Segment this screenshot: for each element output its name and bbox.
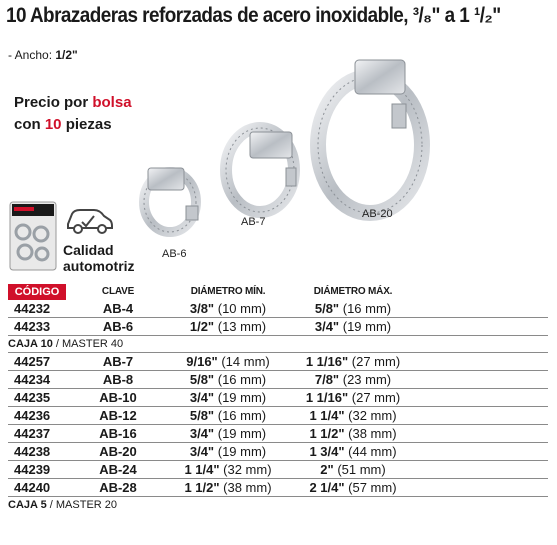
header-max: DIÁMETRO MÁX. <box>313 286 393 297</box>
label-ab6: AB-6 <box>162 248 187 260</box>
table-row <box>8 371 548 389</box>
cell-code: 44240 <box>14 480 51 495</box>
min-mm: (13 mm) <box>217 319 267 334</box>
width-spec <box>8 48 78 62</box>
max-inch: 1 1/4" <box>309 408 345 423</box>
min-inch: 1 1/2" <box>184 480 220 495</box>
cell-code: 44235 <box>14 390 51 405</box>
max-mm: (16 mm) <box>342 301 392 316</box>
cell-max <box>293 425 413 442</box>
width-label: - Ancho: <box>8 48 56 62</box>
table-row <box>8 389 548 407</box>
caja-rest: / MASTER 40 <box>52 338 124 350</box>
cell-key: AB-20 <box>99 444 137 459</box>
max-mm: (57 mm) <box>348 480 397 495</box>
max-mm: (23 mm) <box>342 372 392 387</box>
package-icon <box>8 200 58 272</box>
cell-code: 44233 <box>14 319 51 334</box>
min-mm: (16 mm) <box>217 408 267 423</box>
max-inch: 1 1/2" <box>309 426 345 441</box>
quality-line1: Calidad <box>63 242 114 258</box>
min-mm: (32 mm) <box>223 462 272 477</box>
min-inch: 9/16" <box>186 354 218 369</box>
cell-min <box>173 407 283 424</box>
cell-max <box>293 318 413 335</box>
caja-rest: / MASTER 20 <box>46 499 118 511</box>
cell-key: AB-10 <box>99 390 137 405</box>
label-ab20: AB-20 <box>362 208 393 220</box>
cell-max <box>293 389 413 406</box>
max-inch: 2 1/4" <box>309 480 345 495</box>
header-key: CLAVE <box>101 286 135 297</box>
clamp-ab6-image <box>144 168 198 232</box>
cell-min <box>173 371 283 388</box>
cell-min <box>173 479 283 496</box>
cell-key: AB-4 <box>102 301 134 316</box>
cell-min <box>173 353 283 370</box>
cell-max <box>293 461 413 478</box>
min-mm: (38 mm) <box>223 480 272 495</box>
min-mm: (19 mm) <box>217 444 267 459</box>
cell-min <box>173 318 283 335</box>
min-inch: 1/2" <box>189 319 215 334</box>
label-ab7: AB-7 <box>241 216 266 228</box>
max-inch: 1 1/16" <box>305 390 349 405</box>
promo-text: Precio por <box>14 94 93 111</box>
cell-max <box>293 479 413 496</box>
cell-max <box>293 300 413 317</box>
clamp-ab20-image <box>318 60 422 213</box>
product-table <box>8 284 548 513</box>
min-inch: 3/4" <box>189 426 215 441</box>
packaging-note-1 <box>8 336 548 353</box>
cell-min <box>173 389 283 406</box>
cell-key: AB-6 <box>102 319 134 334</box>
cell-key: AB-7 <box>102 354 134 369</box>
table-row <box>8 300 548 318</box>
cell-max <box>293 353 413 370</box>
max-inch: 3/4" <box>314 319 340 334</box>
table-row <box>8 479 548 497</box>
cell-max <box>293 407 413 424</box>
quality-line2: automotriz <box>63 258 135 274</box>
max-mm: (19 mm) <box>342 319 392 334</box>
max-mm: (27 mm) <box>351 390 401 405</box>
product-title: 10 Abrazaderas reforzadas de acero inoxidable, ³/₈" a 1 ¹/₂" <box>6 4 501 27</box>
max-mm: (51 mm) <box>337 462 386 477</box>
cell-max <box>293 371 413 388</box>
cell-code: 44237 <box>14 426 51 441</box>
cell-code: 44232 <box>14 301 51 316</box>
promo-highlight-count: 10 <box>44 116 62 133</box>
caja-bold: CAJA 5 <box>8 499 47 511</box>
cell-key: AB-24 <box>99 462 137 477</box>
min-mm: (14 mm) <box>221 354 270 369</box>
cell-code: 44238 <box>14 444 51 459</box>
min-mm: (19 mm) <box>217 426 267 441</box>
cell-key: AB-16 <box>99 426 137 441</box>
max-mm: (44 mm) <box>348 444 397 459</box>
cell-code: 44236 <box>14 408 51 423</box>
header-min: DIÁMETRO MÍN. <box>190 286 266 297</box>
clamps-illustration <box>120 40 550 280</box>
table-row <box>8 318 548 336</box>
header-code: CÓDIGO <box>8 284 66 300</box>
cell-min <box>173 300 283 317</box>
width-value: 1/2" <box>55 48 78 62</box>
min-mm: (16 mm) <box>217 372 267 387</box>
table-row <box>8 461 548 479</box>
max-inch: 7/8" <box>314 372 340 387</box>
min-inch: 3/4" <box>189 444 215 459</box>
min-inch: 5/8" <box>189 372 215 387</box>
min-mm: (10 mm) <box>217 301 267 316</box>
table-row <box>8 425 548 443</box>
clamp-ab7-image <box>226 128 296 212</box>
cell-key: AB-12 <box>99 408 137 423</box>
max-mm: (38 mm) <box>348 426 397 441</box>
max-mm: (27 mm) <box>351 354 401 369</box>
cell-key: AB-28 <box>99 480 137 495</box>
cell-key: AB-8 <box>102 372 134 387</box>
car-icon <box>64 200 114 236</box>
max-inch: 1 1/16" <box>305 354 349 369</box>
promo-text: con <box>14 116 45 133</box>
cell-min <box>173 425 283 442</box>
table-group-2 <box>8 353 548 497</box>
min-inch: 3/8" <box>189 301 215 316</box>
max-mm: (32 mm) <box>348 408 397 423</box>
max-inch: 2" <box>320 462 334 477</box>
caja-bold: CAJA 10 <box>8 338 53 350</box>
table-row <box>8 443 548 461</box>
max-inch: 1 3/4" <box>309 444 345 459</box>
cell-code: 44257 <box>14 354 51 369</box>
table-row <box>8 407 548 425</box>
cell-code: 44234 <box>14 372 51 387</box>
cell-code: 44239 <box>14 462 51 477</box>
table-row <box>8 353 548 371</box>
packaging-note-2 <box>8 497 548 513</box>
min-inch: 3/4" <box>189 390 215 405</box>
min-mm: (19 mm) <box>217 390 267 405</box>
cell-min <box>173 461 283 478</box>
max-inch: 5/8" <box>314 301 340 316</box>
min-inch: 1 1/4" <box>184 462 220 477</box>
cell-min <box>173 443 283 460</box>
table-group-1 <box>8 300 548 336</box>
min-inch: 5/8" <box>189 408 215 423</box>
cell-max <box>293 443 413 460</box>
promo-text: piezas <box>61 116 112 133</box>
table-header <box>8 284 548 300</box>
price-note <box>14 92 132 136</box>
promo-highlight-bag: bolsa <box>92 94 132 111</box>
